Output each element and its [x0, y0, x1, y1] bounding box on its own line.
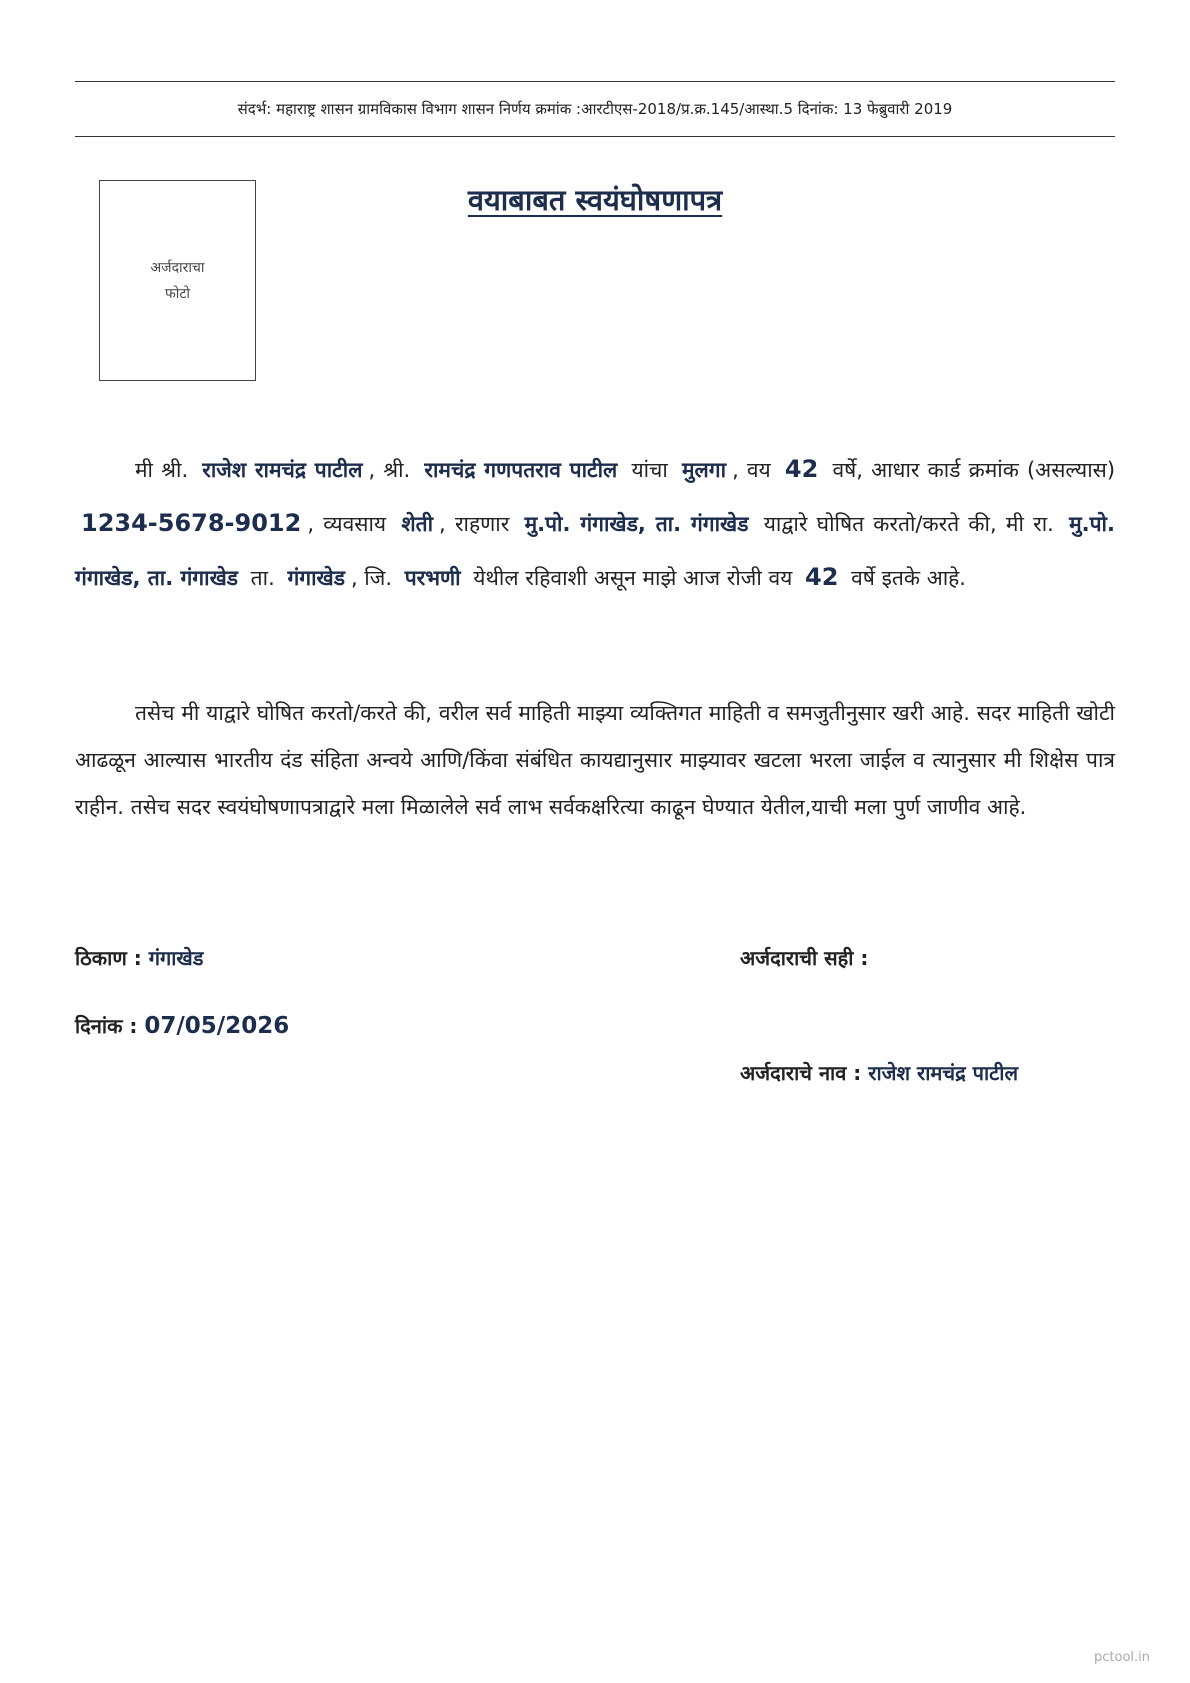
residence: मु.पो. गंगाखेड, ता. गंगाखेड: [524, 512, 749, 536]
place-label: ठिकाण :: [75, 946, 142, 970]
father-name: रामचंद्र गणपतराव पाटील: [424, 458, 618, 482]
para1-text-2: , श्री.: [368, 458, 411, 482]
age: 42: [784, 455, 819, 483]
signature-field: [740, 944, 868, 971]
para1-text-5: वर्षे, आधार कार्ड क्रमांक (असल्यास): [832, 458, 1116, 482]
watermark: pctool.in: [1094, 1650, 1150, 1665]
signature-label: अर्जदाराची सही :: [740, 946, 869, 970]
date-value: 07/05/2026: [144, 1013, 290, 1039]
aadhaar-number: 1234-5678-9012: [81, 509, 302, 537]
age-2: 42: [805, 563, 839, 591]
taluka: गंगाखेड: [287, 566, 345, 590]
declaration-paragraph-2: [75, 690, 1115, 831]
applicant-name-label: अर्जदाराचे नाव :: [740, 1061, 862, 1085]
para1-text-11: येथील रहिवाशी असून माझे आज रोजी वय: [473, 566, 793, 590]
relation: मुलगा: [682, 458, 727, 482]
date-label: दिनांक :: [75, 1014, 138, 1038]
applicant-name-field: [740, 1059, 1018, 1086]
para1-text-1: मी श्री.: [135, 458, 189, 482]
applicant-photo-box: [99, 180, 256, 381]
para1-text-10: , जि.: [350, 566, 392, 590]
para1-text-12: वर्षे इतके आहे.: [851, 566, 966, 590]
place-value: गंगाखेड: [148, 946, 204, 970]
place-field: [75, 944, 204, 971]
photo-box-label-line2: फोटो: [164, 285, 191, 302]
para1-text-3: यांचा: [631, 458, 668, 482]
para1-text-8: याद्वारे घोषित करतो/करते की, मी रा.: [763, 512, 1054, 536]
residence-2: मु.पो. गंगाखेड, ता. गंगाखेड: [75, 512, 1115, 590]
para2-text: तसेच मी याद्वारे घोषित करतो/करते की, वरील सर्व माहिती माझ्या व्यक्तिगत माहिती व समजुतीनुसार खरी आहे. सदर माहिती खोटी आढळून आल्यास भारतीय दंड संहिता अन्वये आणि/किंवा संबंधित कायद्यानुसार माझ्यावर खटला भरला जाईल व त्यानुसार मी शिक्षेस पात्र राहीन. तसेच सदर स्वयंघोषणापत्राद्वारे मला मिळालेले सर्व लाभ सर्वकक्षरित्या काढून घेण्यात येतील,याची मला पुर्ण जाणीव आहे.: [75, 701, 1115, 819]
district: परभणी: [404, 566, 461, 590]
applicant-name-value: राजेश रामचंद्र पाटील: [868, 1061, 1019, 1085]
date-field: [75, 1012, 289, 1039]
photo-box-label-line1: अर्जदाराचा: [150, 259, 205, 276]
document-title: वयाबाबत स्वयंघोषणापत्र: [467, 183, 723, 217]
occupation: शेती: [401, 512, 434, 536]
para1-text-7: , राहणार: [439, 512, 510, 536]
declaration-paragraph-1: [75, 443, 1115, 605]
para1-text-4: , वय: [732, 458, 771, 482]
reference-line: संदर्भ: महाराष्ट्र शासन ग्रामविकास विभाग शासन निर्णय क्रमांक :आरटीएस-2018/प्र.क्र.145/आस्था.5 दिनांक: 13 फेब्रुवारी 2019: [75, 81, 1115, 137]
para1-text-6: , व्यवसाय: [307, 512, 387, 536]
para1-text-9: ता.: [250, 566, 275, 590]
applicant-name: राजेश रामचंद्र पाटील: [202, 458, 363, 482]
